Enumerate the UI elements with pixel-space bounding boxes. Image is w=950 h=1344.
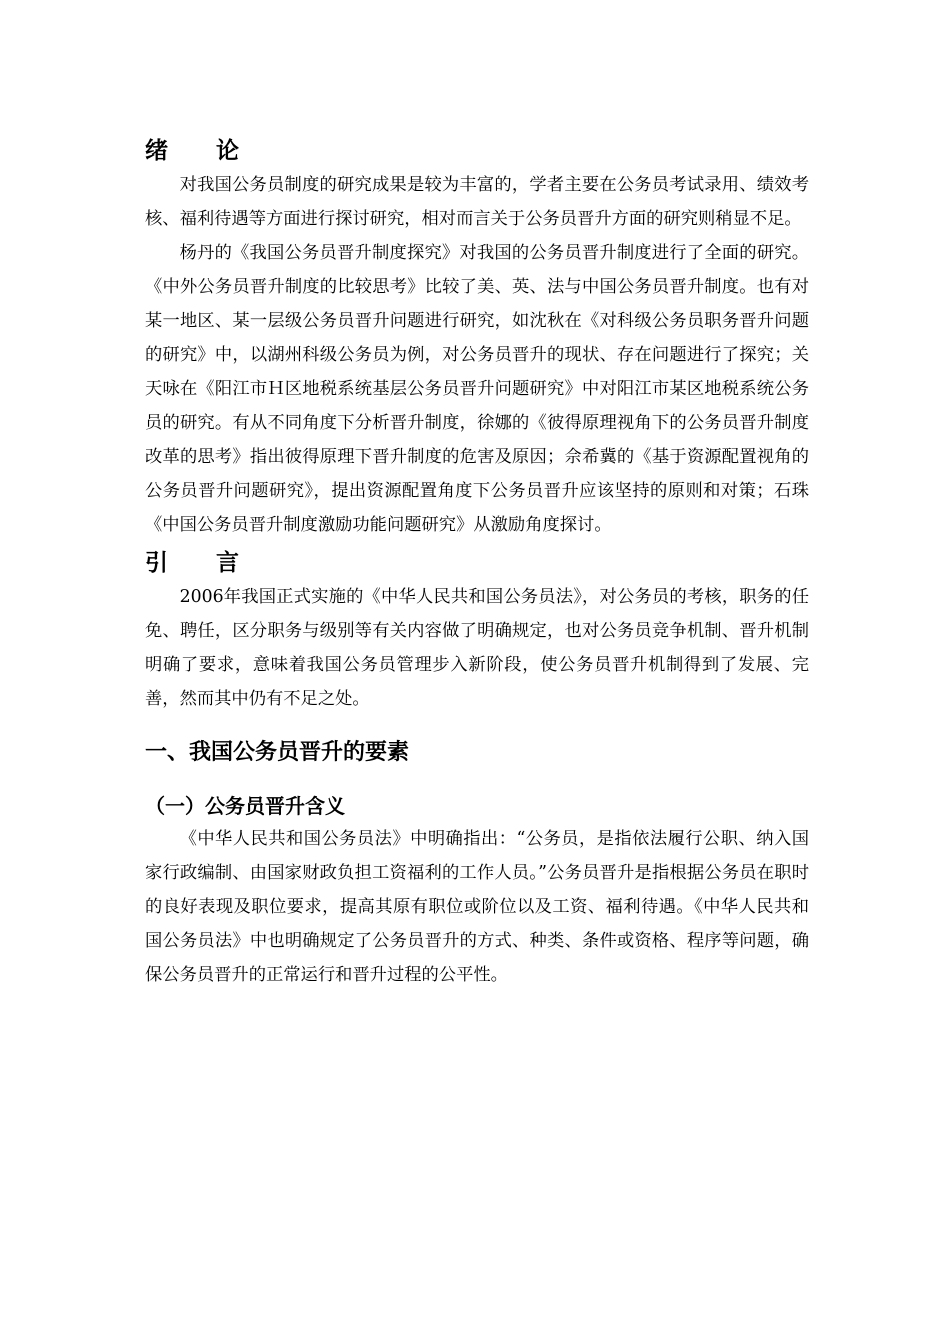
preface-heading: 引 言 [145,549,260,576]
page-content [145,134,809,992]
section-1-1-paragraph: 《中华人民共和国公务员法》中明确指出：“公务员，是指依法履行公职、纳入国家行政编制、由国家财政负担工资福利的工作人员。”公务员晋升是指根据公务员在职时的良好表现及职位要求，提高其原有职位或阶位以及工资、福利待遇。《中华人民共和国公务员法》中也明确规定了公务员晋升的方式、种类、条件或资格、程序等问题，确保公务员晋升的正常运行和晋升过程的公平性。 [145,829,809,985]
chapter-1-heading: 一、我国公务员晋升的要素 [145,740,410,765]
intro-heading: 绪 论 [145,137,260,164]
intro-paragraph-1: 对我国公务员制度的研究成果是较为丰富的，学者主要在公务员考试录用、绩效考核、福利待遇等方面进行探讨研究，相对而言关于公务员晋升方面的研究则稍显不足。 [145,175,809,229]
preface-paragraph: 2006年我国正式实施的《中华人民共和国公务员法》，对公务员的考核，职务的任免、聘任，区分职务与级别等有关内容做了明确规定，也对公务员竞争机制、晋升机制明确了要求，意味着我国公务员管理步入新阶段，使公务员晋升机制得到了发展、完善，然而其中仍有不足之处。 [145,587,809,709]
intro-paragraph-2: 杨丹的《我国公务员晋升制度探究》对我国的公务员晋升制度进行了全面的研究。《中外公务员晋升制度的比较思考》比较了美、英、法与中国公务员晋升制度。也有对某一地区、某一层级公务员晋升问题进行研究，如沈秋在《对科级公务员职务晋升问题的研究》中，以湖州科级公务员为例，对公务员晋升的现状、存在问题进行了探究；关天咏在《阳江市Ｈ区地税系统基层公务员晋升问题研究》中对阳江市某区地税系统公务员的研究。有从不同角度下分析晋升制度，徐娜的《彼得原理视角下的公务员晋升制度改革的思考》指出彼得原理下晋升制度的危害及原因；佘希冀的《基于资源配置视角的公务员晋升问题研究》，提出资源配置角度下公务员晋升应该坚持的原则和对策；石珠《中国公务员晋升制度激励功能问题研究》从激励角度探讨。 [145,243,809,535]
section-1-1-heading: （一）公务员晋升含义 [145,794,345,818]
